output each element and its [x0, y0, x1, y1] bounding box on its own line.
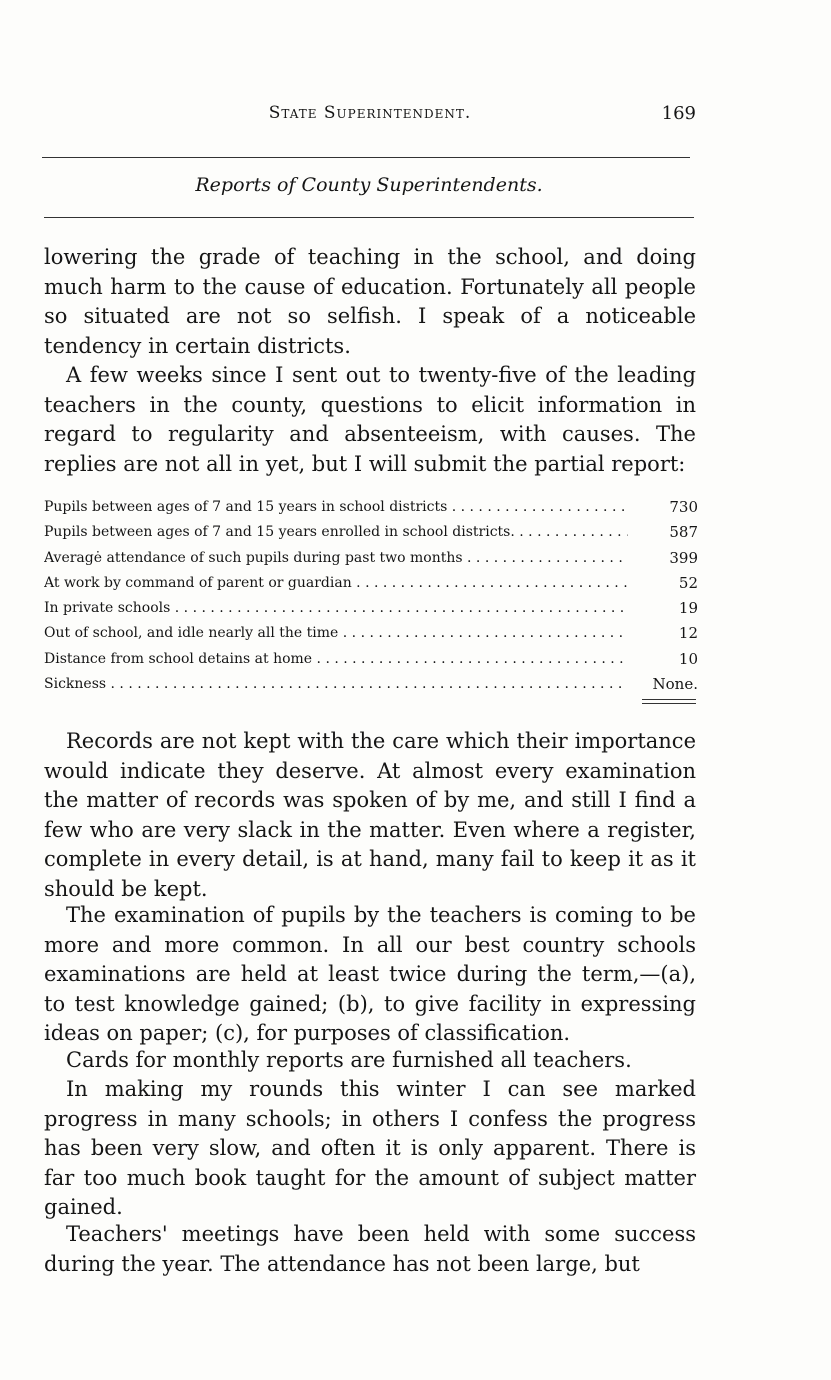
paragraph-examinations: The examination of pupils by the teachers is coming to be more and more common. In all our best country schools examinations are held at least twice during the term,—(a), to test knowledge gained; (b), to give facility in expressing ideas on paper; (c), for purposes of classification.	[44, 903, 696, 1046]
row-value: 587	[638, 520, 698, 545]
paragraph-continued: lowering the grade of teaching in the school, and doing much harm to the cause of education. Fortunately all people so situated are not so selfish. I speak of a noticeable tendency in certain districts.	[44, 245, 696, 358]
table-end-rule	[642, 699, 696, 700]
row-value: 399	[638, 546, 698, 571]
row-label: Out of school, and idle nearly all the time . . .	[44, 621, 628, 646]
table-end-rule	[642, 703, 696, 704]
row-label: At work by command of parent or guardian . . .	[44, 571, 628, 596]
paragraph-report-cards: Cards for monthly reports are furnished all teachers.	[66, 1048, 632, 1072]
row-value: 52	[638, 571, 698, 596]
row-label: Sickness . . .	[44, 672, 628, 697]
paragraph-progress: In making my rounds this winter I can see marked progress in many schools; in others I confess the progress has been very slow, and often it is only apparent. There is far too much book taught for the amount of subject matter gained.	[44, 1077, 696, 1220]
paragraph-teachers-meetings: Teachers' meetings have been held with some success during the year. The attendance has not been large, but	[44, 1222, 696, 1276]
row-label: Pupils between ages of 7 and 15 years enrolled in school districts. . . .	[44, 520, 628, 545]
page-number: 169	[661, 103, 696, 124]
header-rule-bottom	[44, 217, 694, 218]
table-row	[44, 571, 698, 596]
row-value: 730	[638, 495, 698, 520]
attendance-report-table	[44, 495, 698, 697]
section-title: Reports of County Superintendents.	[195, 174, 543, 196]
running-title: State Superintendent.	[268, 103, 472, 123]
table-row	[44, 495, 698, 520]
row-value: 19	[638, 596, 698, 621]
row-value: 10	[638, 647, 698, 672]
header-rule-top	[42, 157, 690, 158]
row-label: In private schools . . .	[44, 596, 628, 621]
table-row	[44, 520, 698, 545]
table-row	[44, 546, 698, 571]
row-label: Pupils between ages of 7 and 15 years in school districts . . .	[44, 495, 628, 520]
running-header	[44, 103, 696, 131]
row-value: 12	[638, 621, 698, 646]
row-label: Averagė attendance of such pupils during past two months . . .	[44, 546, 628, 571]
table-row	[44, 672, 698, 697]
row-label: Distance from school detains at home . . .	[44, 647, 628, 672]
table-row	[44, 596, 698, 621]
row-value: None.	[638, 672, 698, 697]
table-row	[44, 621, 698, 646]
paragraph-records: Records are not kept with the care which their importance would indicate they deserve. At almost every examination the matter of records was spoken of by me, and still I find a few who are very slack in the matter. Even where a register, complete in every detail, is at hand, many fail to keep it as it should be kept.	[44, 729, 696, 901]
table-row	[44, 647, 698, 672]
paragraph-survey-intro: A few weeks since I sent out to twenty-five of the leading teachers in the county, questions to elicit information in regard to regularity and absenteeism, with causes. The replies are not all in yet, but I will submit the partial report:	[44, 363, 696, 476]
